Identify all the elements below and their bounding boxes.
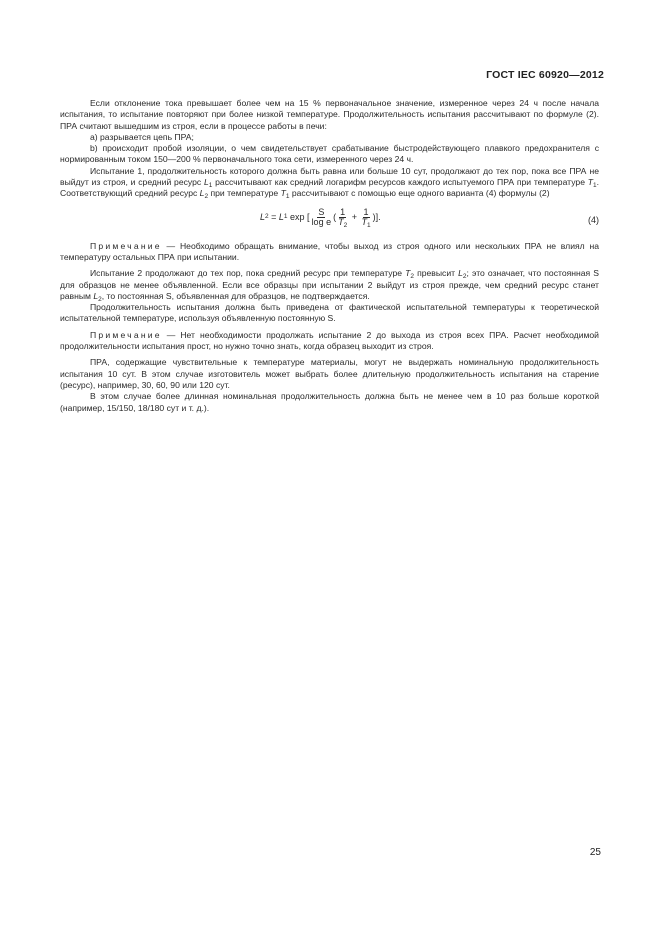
subscript: 2	[204, 193, 209, 201]
subscript: 1	[285, 193, 290, 201]
subscript: 1	[208, 182, 213, 190]
text-run: при температуре	[208, 188, 281, 199]
page-body	[60, 98, 599, 414]
text-run: , то постоянная S, объявленная для образцов, не подтверждается.	[101, 290, 370, 301]
symbol-t: T	[405, 268, 411, 279]
formula-paren: (	[333, 211, 337, 222]
text-run: ; это означает, что постоянная S для образцов не менее объявленной. Если все образцы при испытании 2 выйдут из строя прежде, чем средний ресурс станет равным	[60, 268, 599, 301]
paragraph: Если отклонение тока превышает более чем на 15 % первоначальное значение, измеренное через 24 ч после начала испытания, то испытание повторяют при более низкой температуре. Продолжительность испытания рассчитывают по формуле (2). ПРА считают вышедшим из строя, если в процессе работы в печи:	[60, 98, 599, 131]
fraction-numerator: S	[318, 206, 325, 217]
document-header: ГОСТ IEC 60920—2012	[486, 69, 604, 81]
page-number: 25	[589, 847, 601, 858]
note-label: Примечание	[90, 329, 162, 340]
symbol-t: T	[361, 216, 367, 227]
formula-block	[60, 206, 599, 236]
symbol-l: L	[203, 177, 209, 188]
fraction-numerator: 1	[363, 206, 369, 217]
fraction-numerator: 1	[340, 206, 346, 217]
fraction-denominator	[360, 218, 371, 227]
formula-exp: exp [	[287, 211, 310, 222]
symbol-l: L	[458, 268, 463, 279]
fraction-denominator	[337, 218, 348, 227]
note	[60, 330, 599, 353]
formula-4: L 2 = L 1 exp [ $\frac{S}{\text{log e}}$ ( $\frac{1}{T_2}$ + $\frac{1}{T_1}$ )].	[260, 206, 381, 229]
note-text: — Необходимо обращать внимание, чтобы выход из строя одного или нескольких ПРА не влиял на температуру остальных ПРА при испытании.	[60, 240, 599, 262]
subscript: 2	[98, 295, 102, 303]
text-run: рассчитывают как средний логарифм ресурсов каждого испытуемого ПРА при температуре	[212, 177, 588, 188]
paragraph: В этом случае более длинная номинальная продолжительность должна быть не менее чем в 10 раз больше короткой (например, 15/150, 18/180 сут и т. д.).	[60, 391, 599, 413]
paragraph: Продолжительность испытания должна быть приведена от фактической испытательной температуры к теоретической испытательной температуре, используя объявленную постоянную S.	[60, 302, 599, 324]
list-item: а) разрывается цепь ПРА;	[90, 131, 194, 142]
text-run: Испытание 1, продолжительность которого должна быть равна или больше 10 сут, продолжают до тех пор, пока все ПРА не выйдут из строя, и средний ресурс	[60, 165, 599, 188]
note-text: — Нет необходимости продолжать испытание 2 до выхода из строя всех ПРА. Расчет необходимой продолжительности испытания прост, но нужно точно знать, когда образец выходит из строя.	[60, 329, 599, 352]
subscript: 2	[410, 273, 414, 281]
paragraph	[60, 268, 599, 302]
fraction-1-t2	[337, 208, 348, 227]
formula-l1: L	[278, 211, 284, 222]
symbol-l: L	[199, 188, 205, 199]
paragraph: ПРА, содержащие чувствительные к температуре материалы, могут не выдержать номинальную продолжительность испытания 10 сут. В этом случае изготовитель может выбрать более длительную продолжительность испытания на старение (ресурс), например, 30, 60, 90 или 120 сут.	[60, 357, 599, 390]
formula-eq: =	[268, 211, 279, 222]
note	[60, 241, 599, 264]
fraction-s-log	[311, 208, 333, 227]
formula-lhs: L	[260, 211, 266, 222]
text-run: . Соответствующий средний ресурс	[60, 177, 600, 199]
formula-plus: +	[349, 211, 360, 222]
subscript: 2	[343, 221, 348, 229]
symbol-t: T	[338, 216, 344, 227]
text-run: Испытание 2 продолжают до тех пор, пока средний ресурс при температуре	[90, 268, 406, 279]
formula-close: )].	[372, 211, 381, 222]
fraction-1-t1	[360, 208, 371, 227]
subscript: 2	[462, 273, 467, 281]
symbol-l: L	[93, 290, 99, 301]
subscript: 1	[593, 182, 597, 190]
symbol-t: T	[587, 177, 593, 188]
list-item: b) происходит пробой изоляции, о чем свидетельствует срабатывание быстродействующего плавкого предохранителя с нормированным током 150—200 % первоначального тока сети, измеренного через 24 ч.	[60, 143, 599, 165]
text-run: рассчитывают с помощью еще одного варианта (4) формулы (2)	[289, 188, 550, 199]
symbol-t: T	[280, 188, 286, 199]
formula-number: (4)	[588, 214, 599, 225]
note-label: Примечание	[90, 240, 162, 251]
text-run: превысит	[413, 268, 459, 279]
fraction-denominator: log e	[311, 216, 332, 227]
subscript: 1	[366, 221, 371, 229]
paragraph	[60, 166, 599, 200]
